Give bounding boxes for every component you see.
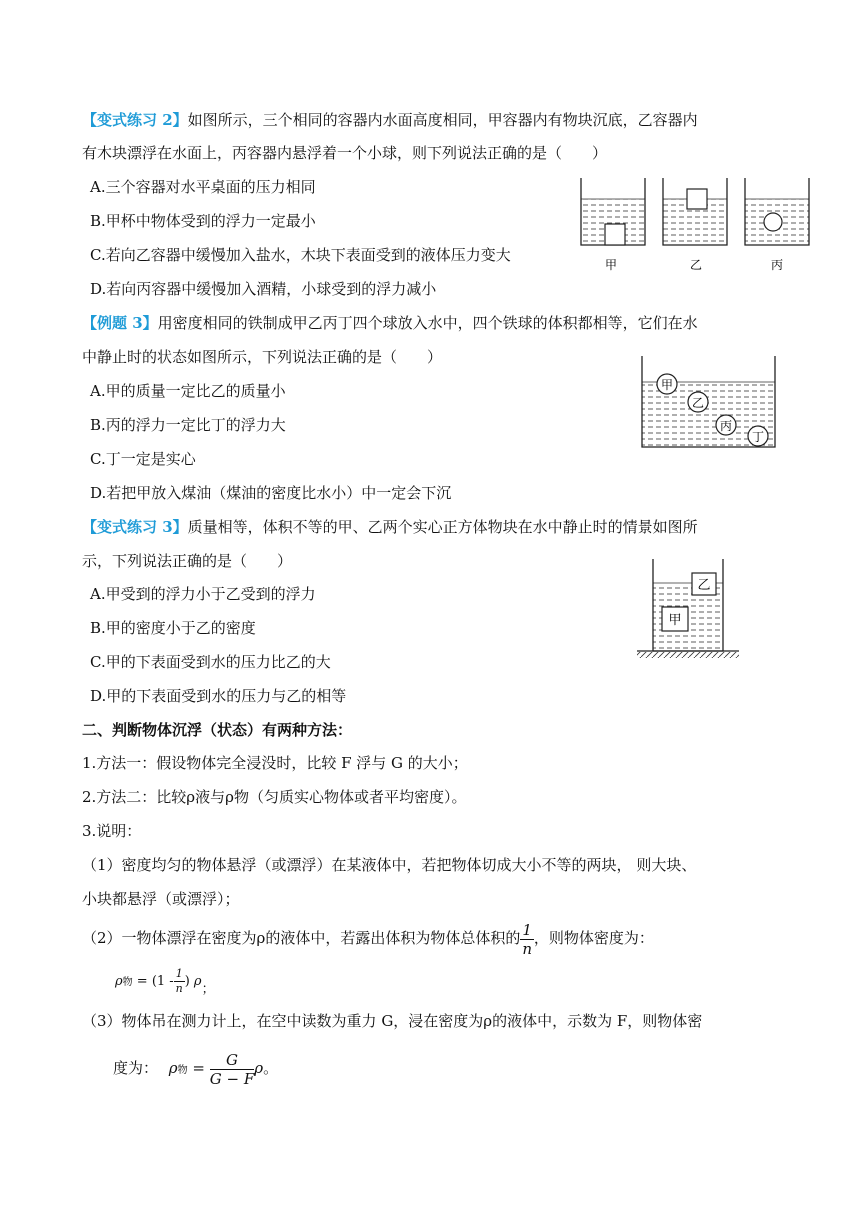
container-bing: [745, 178, 809, 272]
label-jia: 甲: [605, 258, 618, 272]
question-2-option-c: C.丁一定是实心: [90, 450, 196, 468]
sunk-block: [605, 224, 625, 245]
question-1-option-a: A.三个容器对水平桌面的压力相同: [90, 178, 316, 196]
ball-yi: [688, 392, 708, 412]
ball-bing: [716, 415, 736, 435]
section-heading: 二、判断物体沉浮（状态）有两种方法：: [82, 721, 353, 739]
note-3-line2: 度为： ρ物 = $\frac{G}{G - F}$ ρ。: [113, 1050, 279, 1088]
question-3-option-b: B.甲的密度小于乙的密度: [90, 619, 256, 637]
question-2-option-d: D.若把甲放入煤油（煤油的密度比水小）中一定会下沉: [90, 484, 452, 502]
question-1-option-d: D.若向丙容器中缓慢加入酒精，小球受到的浮力减小: [90, 280, 437, 298]
svg-text:乙: 乙: [691, 396, 705, 410]
note-2-line1: （2）一物体漂浮在密度为ρ的液体中，若露出体积为物体总体积的 $\frac{1}{n}$ ，则物体密度为：: [82, 920, 654, 958]
question-1-option-c: C.若向乙容器中缓慢加入盐水，木块下表面受到的液体压力变大: [90, 246, 511, 264]
question-3-line1: 【变式练习 3】质量相等，体积不等的甲、乙两个实心正方体物块在水中静止时的情景如图所: [82, 518, 698, 536]
table-surface: [637, 652, 739, 658]
note-2-formula: ρ物 = (1 - $\frac{1}{n}$ ) ρ；: [115, 967, 215, 997]
ball-ding: [748, 426, 768, 446]
method-1: 1.方法一：假设物体完全浸没时，比较 F 浮与 G 的大小；: [82, 754, 468, 772]
container-jia: [581, 178, 645, 272]
question-2-tag: 【例题 3】: [82, 314, 158, 332]
svg-text:甲: 甲: [668, 613, 682, 628]
note-1-line1: （1）密度均匀的物体悬浮（或漂浮）在某液体中，若把物体切成大小不等的两块， 则大块、: [82, 856, 697, 874]
note-3-line1: （3）物体吊在测力计上，在空中读数为重力 G，浸在密度为ρ的液体中，示数为 F，则物体密: [82, 1012, 703, 1030]
question-2-line2: 中静止时的状态如图所示，下列说法正确的是（ ）: [82, 348, 443, 366]
method-2: 2.方法二：比较ρ液与ρ物（匀质实心物体或者平均密度）。: [82, 788, 467, 806]
block-yi: [692, 573, 716, 595]
question-1-option-b: B.甲杯中物体受到的浮力一定最小: [90, 212, 316, 230]
fraction-g-over-g-minus-f: $\frac{G}{G - F}$: [209, 1050, 255, 1088]
question-3-line2: 示，下列说法正确的是（ ）: [82, 552, 293, 570]
ball-jia: [657, 374, 677, 394]
svg-text:甲: 甲: [660, 378, 674, 392]
label-bing: 丙: [771, 258, 784, 272]
svg-text:丙: 丙: [719, 419, 733, 433]
svg-text:乙: 乙: [697, 578, 711, 593]
question-3-option-a: A.甲受到的浮力小于乙受到的浮力: [90, 585, 316, 603]
question-3-figure: [635, 555, 745, 665]
question-1-line2: 有木块漂浮在水面上，丙容器内悬浮着一个小球，则下列说法正确的是（ ）: [82, 144, 608, 162]
question-1-figure: [575, 172, 815, 282]
question-2-option-b: B.丙的浮力一定比丁的浮力大: [90, 416, 286, 434]
floating-block: [687, 189, 707, 209]
question-2-option-a: A.甲的质量一定比乙的质量小: [90, 382, 286, 400]
question-1-line1: 【变式练习 2】如图所示，三个相同的容器内水面高度相同，甲容器内有物块沉底，乙容器内: [82, 111, 698, 129]
question-1-tag: 【变式练习 2】: [82, 111, 188, 129]
label-yi: 乙: [690, 258, 703, 272]
question-3-option-c: C.甲的下表面受到水的压力比乙的大: [90, 653, 331, 671]
container-yi: [663, 178, 727, 272]
svg-text:丁: 丁: [751, 430, 765, 444]
question-3-tag: 【变式练习 3】: [82, 518, 188, 536]
note-1-line2: 小块都悬浮（或漂浮）；: [82, 890, 240, 908]
question-2-figure: [640, 352, 780, 452]
fraction-1-over-n: $\frac{1}{n}$: [522, 920, 532, 958]
block-jia: [662, 607, 688, 631]
note-label: 3.说明：: [82, 822, 142, 840]
question-2-line1: 【例题 3】用密度相同的铁制成甲乙丙丁四个球放入水中，四个铁球的体积都相等，它们在水: [82, 314, 698, 332]
suspended-ball: [764, 213, 782, 231]
question-3-option-d: D.甲的下表面受到水的压力与乙的相等: [90, 687, 347, 705]
